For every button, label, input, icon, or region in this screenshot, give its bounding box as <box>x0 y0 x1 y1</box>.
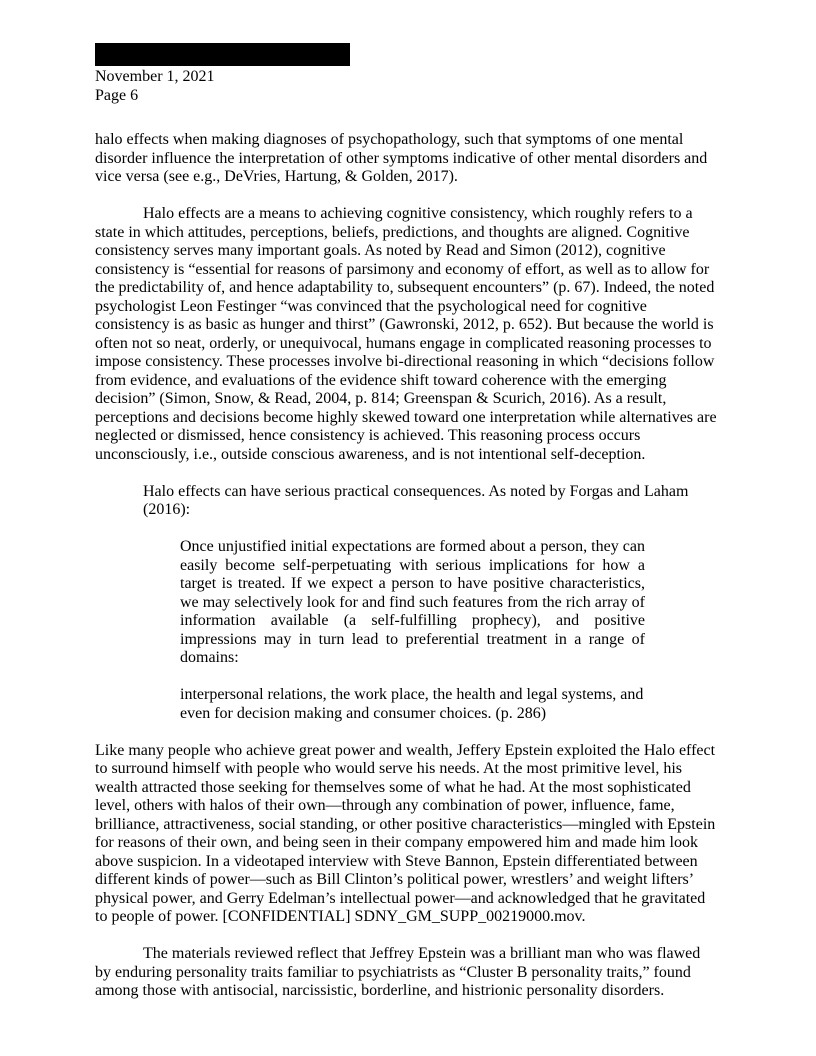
paragraph-cluster-b-traits: The materials reviewed reflect that Jeffrey Epstein was a brilliant man who was flawed by enduring personality traits familiar to psychiatrists as “Cluster B personality traits,” found among those with antisocial, narcissistic, borderline, and histrionic personality disorders. <box>95 945 701 999</box>
page-number: Page 6 <box>95 86 139 104</box>
paragraph-practical-consequences: Halo effects can have serious practical consequences. As noted by Forgas and Laham (2016): <box>143 482 689 518</box>
letter-header <box>95 43 720 105</box>
letter-body <box>95 131 720 1001</box>
blockquote-forgas-laham: Once unjustified initial expectations are formed about a person, they can easily become self-perpetuating with serious implications for how a target is treated. If we expect a person to have positive characteristics, we may selectively look for and find such features from the rich array of information available (a self-fulfilling prophecy), and positive impressions may in turn lead to preferential treatment in a range of domains: <box>180 538 645 666</box>
letter-date: November 1, 2021 <box>95 68 215 85</box>
blockquote-domains-continuation: interpersonal relations, the work place, the health and legal systems, and even for decision making and consumer choices. (p. 286) <box>180 686 644 722</box>
paragraph-halo-diagnoses: halo effects when making diagnoses of psychopathology, such that symptoms of one mental disorder influence the interpretation of other symptoms indicative of other mental disorders and vice versa (see e.g., DeVries, Hartung, & Golden, 2017). <box>95 131 708 185</box>
paragraph-cognitive-consistency: Halo effects are a means to achieving cognitive consistency, which roughly refers to a state in which attitudes, perceptions, beliefs, predictions, and thoughts are aligned. Cognitive consistency serves many important goals. As noted by Read and Simon (2012), cognitive consistency is “essential for reasons of parsimony and economy of effort, as well as to allow for the predictability of, and hence adaptability to, subsequent encounters” (p. 67). Indeed, the noted psychologist Leon Festinger “was convinced that the psychological need for cognitive consistency is as basic as hunger and thirst” (Gawronski, 2012, p. 652). But because the world is often not so neat, orderly, or unequivocal, humans engage in complicated reasoning processes to impose consistency. These processes involve bi-directional reasoning in which “decisions follow from evidence, and evaluations of the evidence shift toward coherence with the emerging decision” (Simon, Snow, & Read, 2004, p. 814; Greenspan & Scurich, 2016). As a result, perceptions and decisions become highly skewed toward one interpretation while alternatives are neglected or dismissed, hence consistency is achieved. This reasoning process occurs unconsciously, i.e., outside conscious awareness, and is not intentional self-deception. <box>95 205 717 463</box>
redaction-bar <box>95 43 350 66</box>
paragraph-epstein-halo-effect: Like many people who achieve great power and wealth, Jeffery Epstein exploited the Halo effect to surround himself with people who would serve his needs. At the most primitive level, his wealth attracted those seeking for themselves some of what he had. At the most sophisticated level, others with halos of their own—through any combination of power, influence, fame, brilliance, attractiveness, social standing, or other positive characteristics—mingled with Epstein for reasons of their own, and being seen in their company empowered him and made him look above suspicion. In a videotaped interview with Steve Bannon, Epstein differentiated between different kinds of power—such as Bill Clinton’s political power, wrestlers’ and weight lifters’ physical power, and Gerry Edelman’s intellectual power—and acknowledged that he gravitated to people of power. [CONFIDENTIAL] SDNY_GM_SUPP_00219000.mov. <box>95 741 716 925</box>
